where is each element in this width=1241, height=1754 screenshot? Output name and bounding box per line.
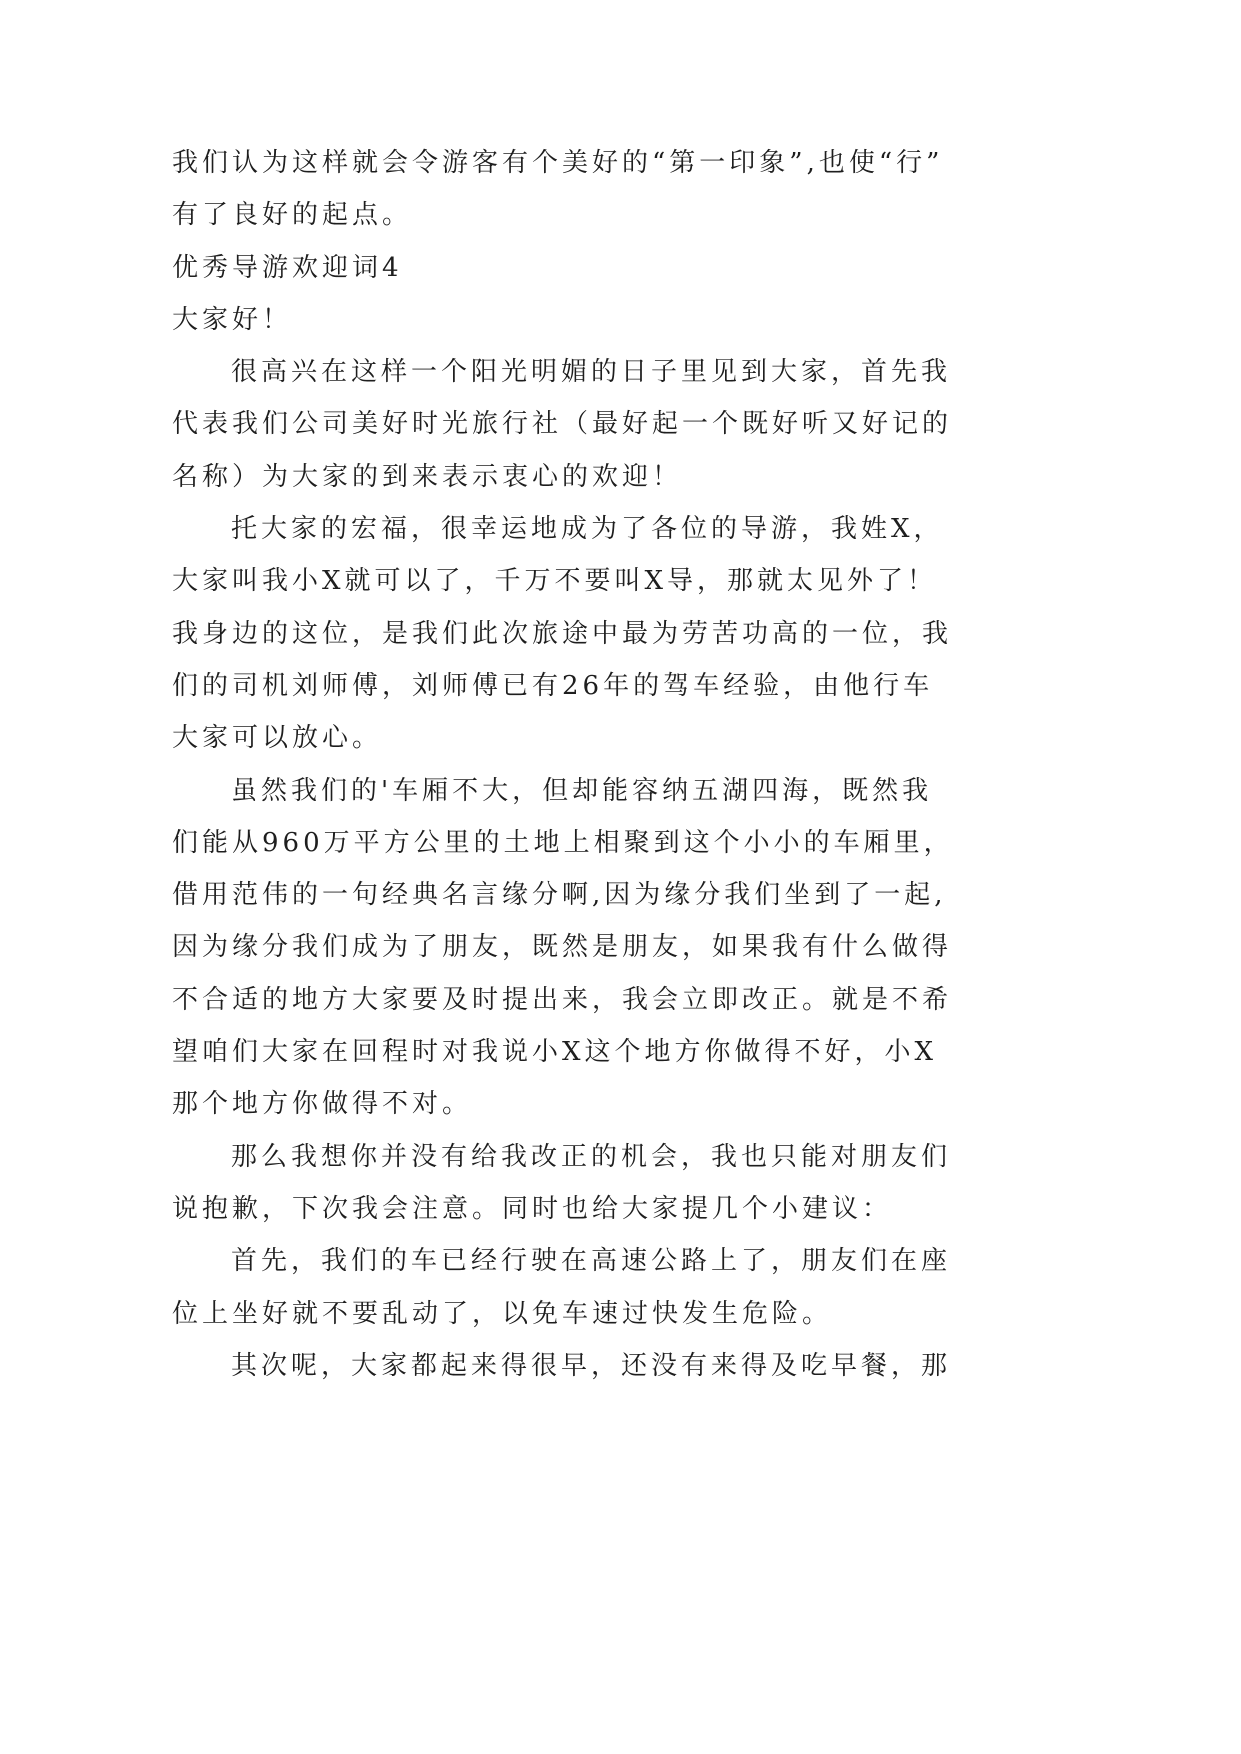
greeting-line: 大家好！	[172, 304, 293, 335]
text-line: 那个地方你做得不对。	[172, 1089, 473, 1120]
text-line: 我们认为这样就会令游客有个美好的“第一印象”,也使“行”	[172, 148, 944, 178]
text-line: 望咱们大家在回程时对我说小X这个地方你做得不好，小X	[172, 1037, 938, 1068]
text-line: 们能从960万平方公里的土地上相聚到这个小小的车厢里，	[172, 827, 954, 858]
text-line: 代表我们公司美好时光旅行社（最好起一个既好听又好记的	[172, 409, 953, 440]
text-line: 位上坐好就不要乱动了，以免车速过快发生危险。	[172, 1298, 833, 1329]
text-line: 不合适的地方大家要及时提出来，我会立即改正。就是不希	[172, 984, 953, 1015]
paragraph-first-line: 虽然我们的'车厢不大，但却能容纳五湖四海，既然我	[231, 775, 933, 806]
paragraph-first-line: 首先，我们的车已经行驶在高速公路上了，朋友们在座	[231, 1246, 952, 1277]
text-line: 们的司机刘师傅，刘师傅已有26年的驾车经验，由他行车	[172, 670, 934, 701]
paragraph-first-line: 那么我想你并没有给我改正的机会，我也只能对朋友们	[231, 1141, 952, 1172]
document-body	[172, 137, 1172, 1392]
text-line: 有了良好的起点。	[172, 200, 413, 231]
text-line: 说抱歉，下次我会注意。同时也给大家提几个小建议：	[172, 1193, 893, 1224]
text-line: 我身边的这位，是我们此次旅途中最为劳苦功高的一位，我	[172, 618, 953, 649]
paragraph-first-line: 其次呢，大家都起来得很早，还没有来得及吃早餐，那	[231, 1350, 952, 1381]
text-line: 因为缘分我们成为了朋友，既然是朋友，如果我有什么做得	[172, 932, 953, 963]
paragraph-first-line: 托大家的宏福，很幸运地成为了各位的导游，我姓X，	[231, 514, 944, 545]
text-line: 大家可以放心。	[172, 723, 383, 754]
text-line: 名称）为大家的到来表示衷心的欢迎！	[172, 461, 683, 492]
text-line: 大家叫我小X就可以了，千万不要叫X导，那就太见外了！	[172, 566, 938, 597]
paragraph-first-line: 很高兴在这样一个阳光明媚的日子里见到大家，首先我	[231, 357, 952, 388]
section-heading: 优秀导游欢迎词4	[172, 252, 403, 283]
text-line: 借用范伟的一句经典名言缘分啊,因为缘分我们坐到了一起,	[172, 880, 947, 911]
